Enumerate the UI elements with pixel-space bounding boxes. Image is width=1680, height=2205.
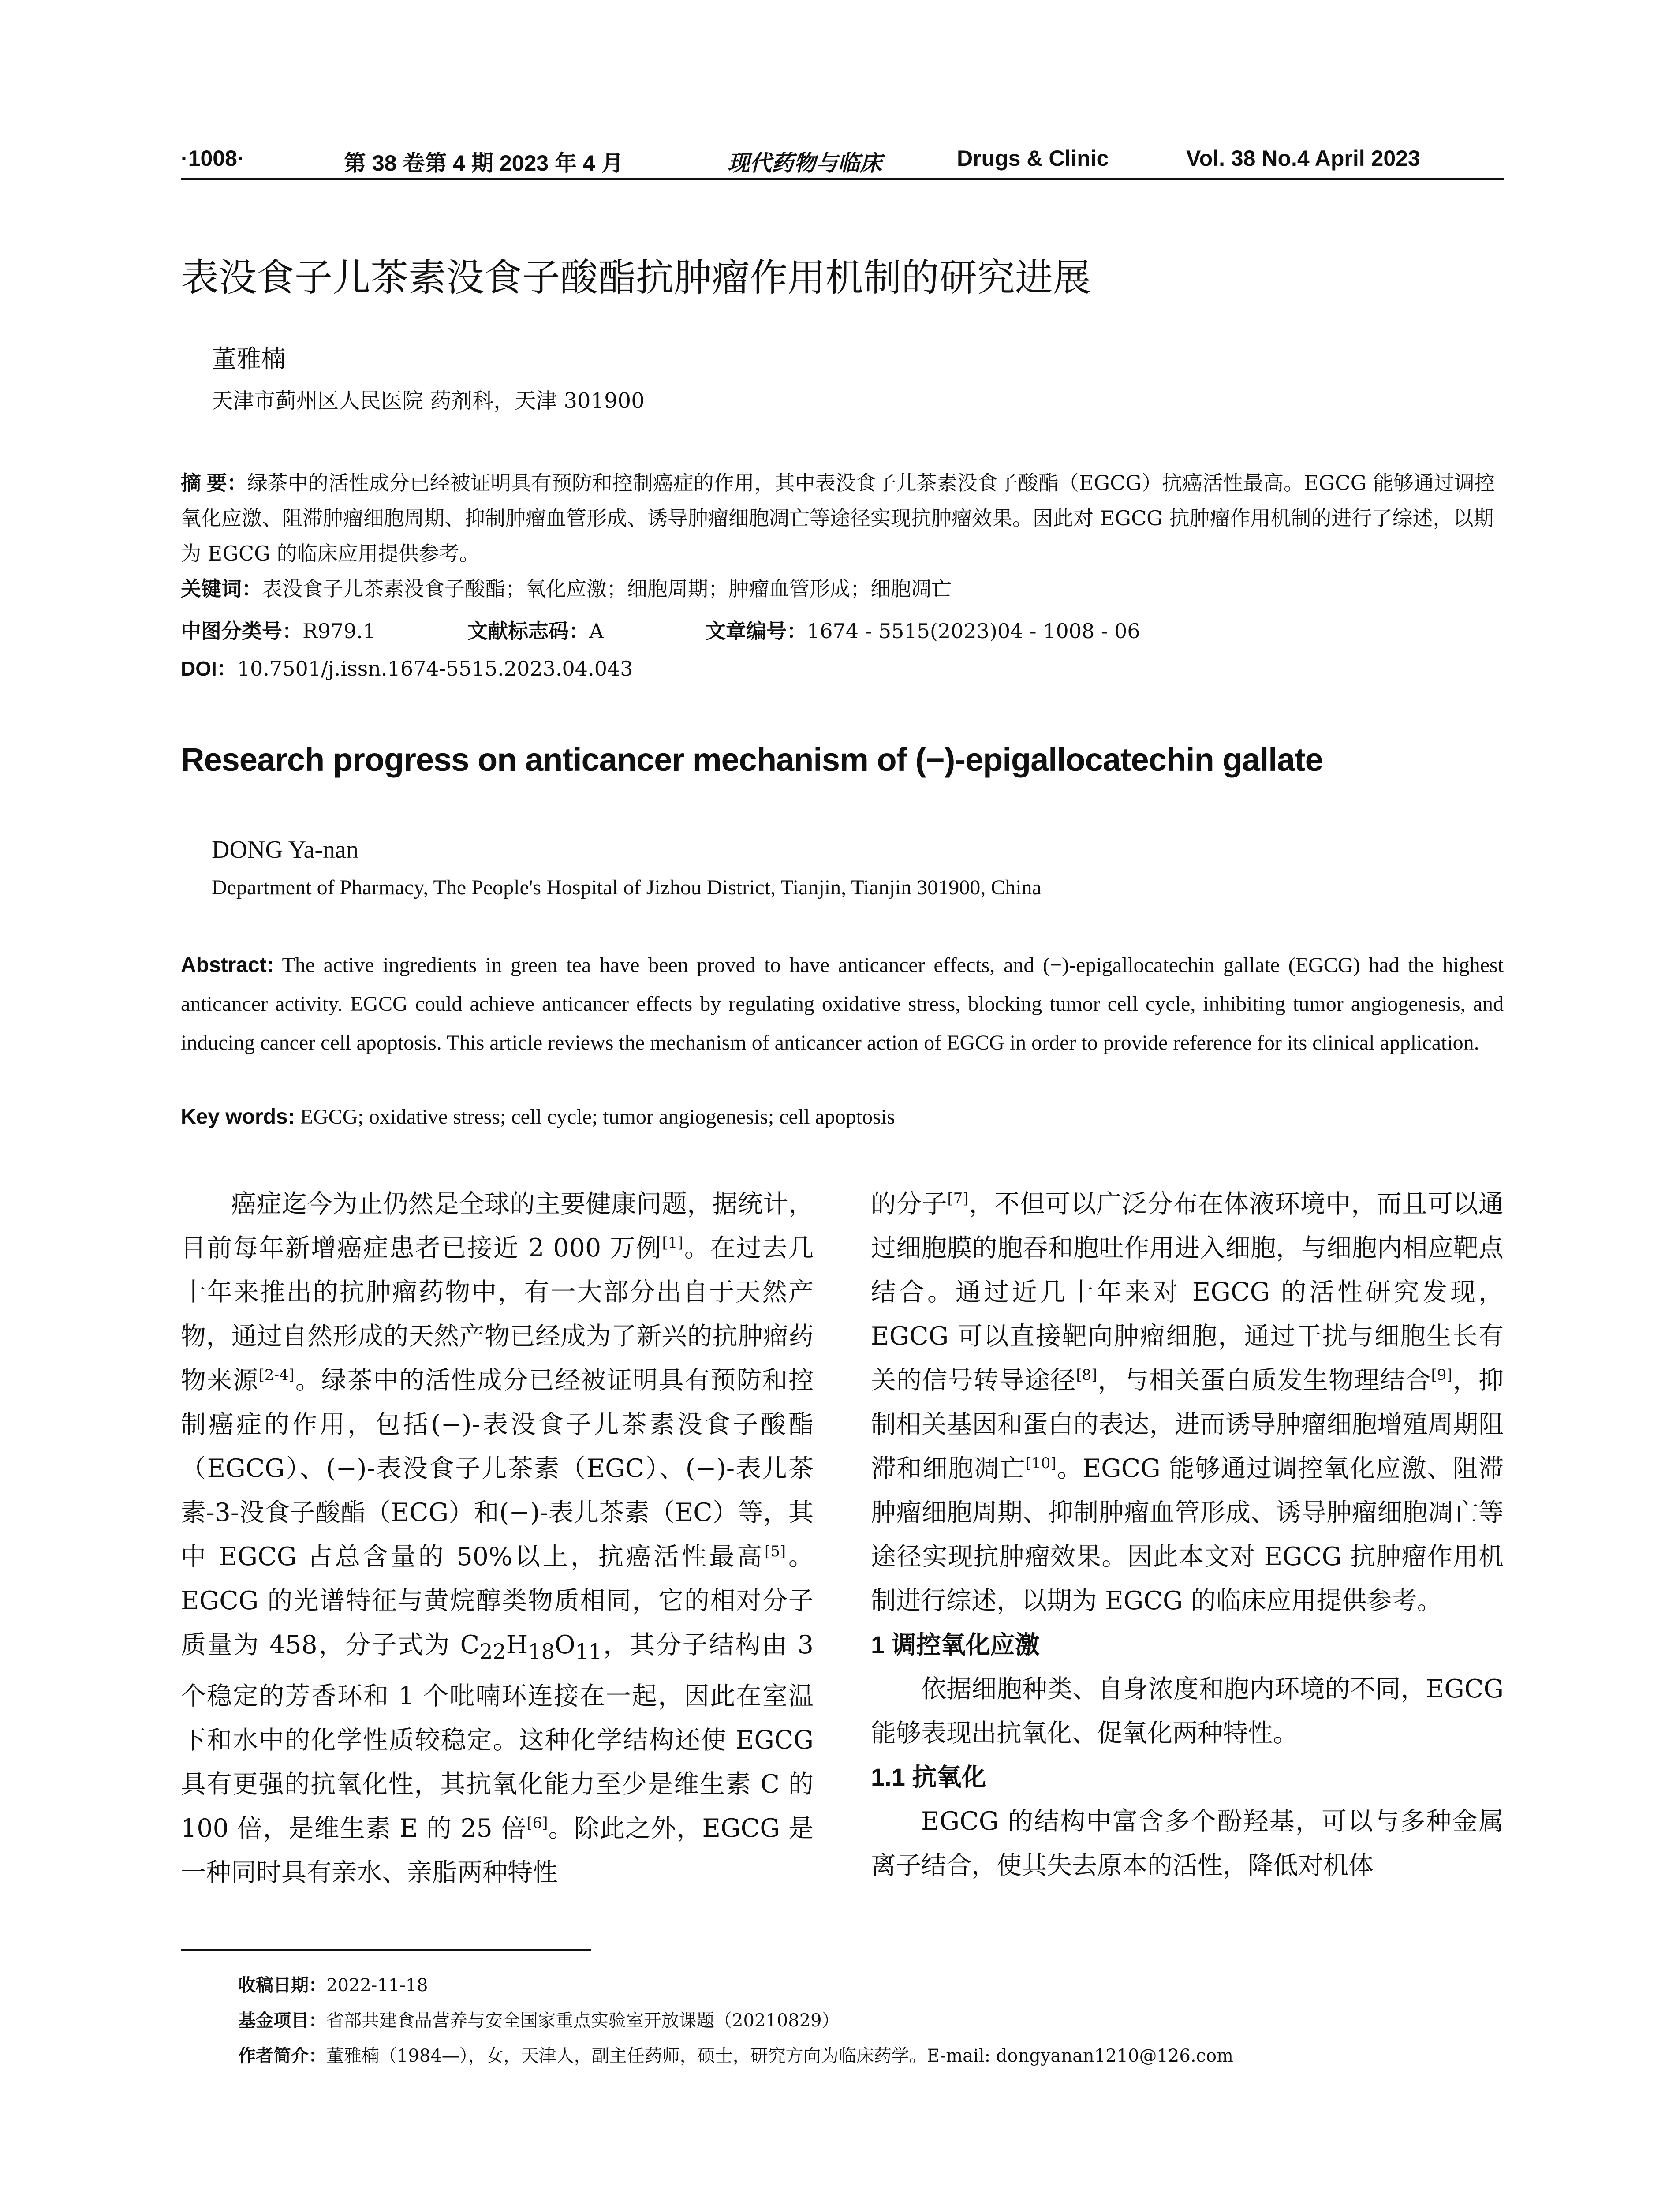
article-title-en: Research progress on anticancer mechanism of (−)-epigallocatechin gallate (181, 741, 1323, 778)
clc-label: 中图分类号： (181, 620, 302, 643)
text-span: ，与相关蛋白质发生物理结合 (1097, 1366, 1431, 1395)
abstract-cn (181, 465, 1504, 606)
intro-paragraph-cont (871, 1182, 1504, 1623)
formula-subscript: 22 (479, 1640, 506, 1664)
doi-line (181, 653, 633, 682)
article-title-cn: 表没食子儿茶素没食子酸酯抗肿瘤作用机制的研究进展 (181, 257, 1091, 299)
volume-issue-en: Vol. 38 No.4 April 2023 (1186, 146, 1420, 171)
abstract-en-text: The active ingredients in green tea have been proved to have anticancer effects, and (−)-epigallocatechin gallate (EGCG) had the highest anticancer activity. EGCG could achieve anticancer effects by regulating oxidative stress, blocking tumor cell cycle, inhibiting tumor angiogenesis, and inducing cancer cell apoptosis. This article reviews the mechanism of anticancer action of EGCG in order to provide reference for its clinical application. (181, 953, 1504, 1054)
abstract-en-label: Abstract: (181, 953, 274, 977)
bio-label: 作者简介： (238, 2046, 326, 2066)
author-en: DONG Ya-nan (212, 836, 358, 863)
doc-code (467, 615, 604, 644)
doi-value[interactable]: 10.7501/j.issn.1674-5515.2023.04.043 (237, 657, 633, 680)
doc-value: A (589, 619, 604, 643)
text-span: 。在过去几十年来推出的抗肿瘤药物中，有一大部分出自于天然产物，通过自然形成的天然产物已经成为了新兴的抗肿瘤药物来源 (181, 1233, 814, 1395)
section-heading-1: 1 调控氧化应激 (871, 1631, 1040, 1659)
citation[interactable]: [10] (1025, 1454, 1057, 1472)
footnote-author-bio (238, 2042, 1233, 2067)
received-date: 2022-11-18 (326, 1975, 428, 1996)
article-value: 1674 - 5515(2023)04 - 1008 - 06 (807, 619, 1140, 643)
section-1-paragraph: 依据细胞种类、自身浓度和胞内环境的不同，EGCG 能够表现出抗氧化、促氧化两种特性。 (871, 1674, 1504, 1748)
footnote-rule (181, 1949, 591, 1951)
keywords-en-text: EGCG; oxidative stress; cell cycle; tumor angiogenesis; cell apoptosis (300, 1105, 895, 1129)
fund-text: 省部共建食品营养与安全国家重点实验室开放课题（20210829） (326, 2011, 840, 2031)
intro-paragraph (181, 1182, 814, 1895)
doi-label: DOI： (181, 657, 237, 680)
text-span: ，不但可以广泛分布在体液环境中，而且可以通过细胞膜的胞吞和胞吐作用进入细胞，与细胞内相应靶点结合。通过近几十年来对 EGCG 的活性研究发现，EGCG 可以直接靶向肿瘤细胞，通过干扰与细胞生长有关的信号转导途径 (871, 1189, 1504, 1395)
volume-issue-cn: 第 38 卷第 4 期 2023 年 4 月 (344, 151, 623, 176)
page-number: ·1008· (181, 146, 245, 171)
footnote-received (238, 1971, 428, 1996)
abstract-cn-text: 绿茶中的活性成分已经被证明具有预防和控制癌症的作用，其中表没食子儿茶素没食子酸酯（EGCG）抗癌活性最高。EGCG 能够通过调控氧化应激、阻滞肿瘤细胞周期、抑制肿瘤血管形成、诱导肿瘤细胞凋亡等途径实现抗肿瘤效果。因此对 EGCG 抗肿瘤作用机制的进行了综述，以期为 EGCG 的临床应用提供参考。 (181, 471, 1495, 565)
footnote-fund (238, 2007, 840, 2032)
fund-label: 基金项目： (238, 2011, 326, 2030)
journal-name-en: Drugs & Clinic (957, 146, 1109, 171)
affiliation-cn: 天津市蓟州区人民医院 药剂科，天津 301900 (212, 389, 645, 413)
text-span: 癌症迄今为止仍然是全球的主要健康问题，据统计，目前每年新增癌症患者已接近 2 000 万例 (181, 1189, 814, 1263)
text-span: 。EGCG 能够通过调控氧化应激、阻滞肿瘤细胞周期、抑制肿瘤血管形成、诱导肿瘤细胞凋亡等途径实现抗肿瘤效果。因此本文对 EGCG 抗肿瘤作用机制进行综述，以期为 EGCG 的临床应用提供参考。 (871, 1454, 1504, 1615)
formula-element: H (506, 1630, 528, 1659)
abstract-en (181, 946, 1504, 1062)
keywords-en (181, 1105, 895, 1129)
keywords-cn-label: 关键词： (181, 577, 262, 600)
doc-label: 文献标志码： (467, 620, 589, 643)
journal-name-cn: 现代药物与临床 (728, 151, 882, 176)
text-span: 。绿茶中的活性成分已经被证明具有预防和控制癌症的作用，包括(−)-表没食子儿茶素没食子酸酯（EGCG）、(−)-表没食子儿茶素（EGC）、(−)-表儿茶素-3-没食子酸酯（ECG）和(−)-表儿茶素（EC）等，其中 EGCG 占总含量的 50%以上，抗癌活性最高 (181, 1366, 814, 1571)
keywords-cn-text: 表没食子儿茶素没食子酸酯；氧化应激；细胞周期；肿瘤血管形成；细胞凋亡 (262, 577, 952, 601)
citation[interactable]: [7] (947, 1190, 969, 1207)
clc-value: R979.1 (302, 619, 376, 643)
author-cn: 董雅楠 (212, 345, 286, 374)
citation[interactable]: [1] (662, 1234, 683, 1252)
section-heading-1-1: 1.1 抗氧化 (871, 1763, 986, 1791)
body-column-left (181, 1182, 814, 1895)
body-column-right (871, 1182, 1504, 1887)
section-1-1-paragraph: EGCG 的结构中富含多个酚羟基，可以与多种金属离子结合，使其失去原本的活性，降低对机体 (871, 1807, 1504, 1880)
article-number (706, 615, 1140, 644)
citation[interactable]: [2-4] (258, 1366, 295, 1384)
text-span: ，其分子结构由 3 个稳定的芳香环和 1 个吡喃环连接在一起，因此在室温下和水中的化学性质较稳定。这种化学结构还使 EGCG 具有更强的抗氧化性，其抗氧化能力至少是维生素 C 的 100 倍，是维生素 E 的 25 倍 (181, 1630, 814, 1843)
text-span: 。除此之外，EGCG 是一种同时具有亲水、亲脂两种特性 (181, 1814, 814, 1887)
keywords-en-label: Key words: (181, 1105, 295, 1129)
received-label: 收稿日期： (238, 1976, 326, 1995)
formula-element: O (554, 1630, 575, 1659)
formula-subscript: 18 (528, 1640, 555, 1664)
citation[interactable]: [5] (764, 1543, 786, 1560)
classification-line (181, 615, 376, 644)
citation[interactable]: [8] (1076, 1366, 1098, 1384)
formula-subscript: 11 (575, 1640, 602, 1664)
header-rule (181, 178, 1504, 180)
text-span: 。EGCG 的光谱特征与黄烷醇类物质相同，它的相对分子质量为 458，分子式为 C (181, 1542, 814, 1659)
article-label: 文章编号： (706, 620, 807, 643)
running-header (181, 146, 1504, 176)
affiliation-en: Department of Pharmacy, The People's Hospital of Jizhou District, Tianjin, Tianjin 301900, China (212, 876, 1042, 899)
bio-text: 董雅楠（1984—），女，天津人，副主任药师，硕士，研究方向为临床药学。E-mail: dongyanan1210@126.com (326, 2046, 1233, 2066)
text-span: 的分子 (871, 1189, 948, 1218)
citation[interactable]: [9] (1431, 1366, 1452, 1384)
abstract-cn-label: 摘 要： (181, 471, 247, 494)
text-span: ，抑制相关基因和蛋白的表达，进而诱导肿瘤细胞增殖周期阻滞和细胞凋亡 (871, 1366, 1504, 1483)
citation[interactable]: [6] (526, 1814, 548, 1832)
